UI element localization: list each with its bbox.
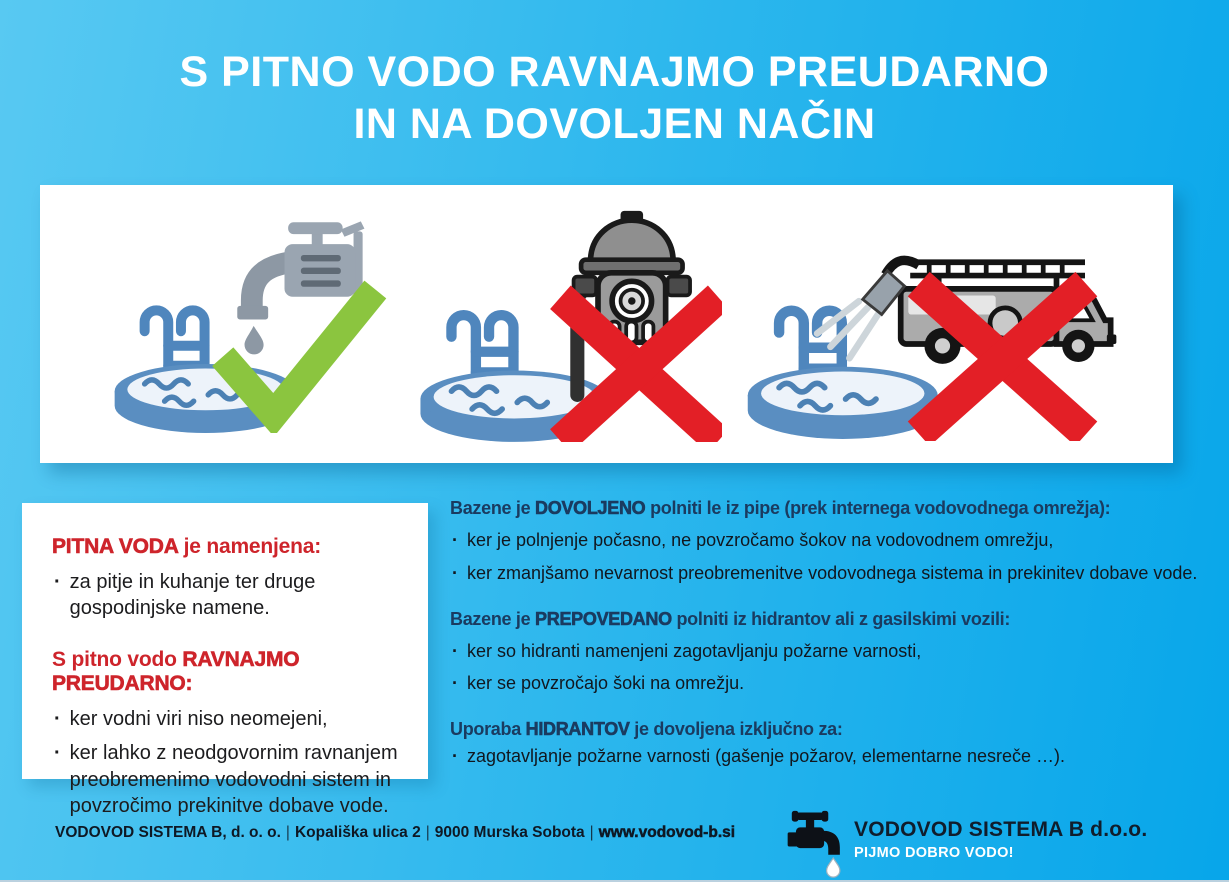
- list-item: [450, 529, 1198, 553]
- bullet-marker: ·: [54, 742, 61, 765]
- section-filling-allowed: [450, 498, 1198, 586]
- list-item: [52, 569, 406, 622]
- bullet-text: ker vodni viri niso neomejeni,: [69, 707, 328, 730]
- heading-filling-prohibited: Bazene je PREPOVEDANO polniti iz hidrantov ali z gasilskimi vozili:: [450, 608, 1011, 629]
- bullet-marker: ·: [452, 673, 458, 694]
- footer-separator: |: [285, 824, 290, 841]
- section-hydrant-use: [450, 719, 1198, 769]
- illustration-pool-firetruck-prohibited: [743, 208, 1123, 441]
- illustration-pool-tap-allowed: [90, 215, 390, 433]
- bullet-text: ker je polnjenje počasno, ne povzročamo šokov na vodovodnem omrežju,: [467, 530, 1054, 550]
- footer-address: Kopališka ulica 2: [294, 824, 421, 841]
- water-drop-icon: [245, 326, 264, 355]
- bullet-marker: ·: [54, 707, 61, 730]
- footer-separator: |: [589, 824, 594, 841]
- bullet-text: ker zmanjšamo nevarnost preobremenitve vodovodnega sistema in prekinitev dobave vode.: [467, 562, 1198, 583]
- list-item: [450, 745, 1198, 769]
- water-drop-icon: [827, 858, 840, 877]
- bullet-marker: ·: [452, 530, 458, 550]
- list-item: [450, 640, 1198, 664]
- tap-logo-icon: [786, 808, 844, 880]
- section-filling-prohibited: [450, 609, 1198, 697]
- title-line-1: S PITNO VODO RAVNAJMO PREUDARNO: [179, 48, 1050, 96]
- title-line-2: IN NA DOVOLJEN NAČIN: [353, 100, 876, 148]
- bullet-text: ker so hidranti namenjeni zagotavljanju požarne varnosti,: [467, 640, 922, 661]
- company-logo: [786, 808, 1147, 880]
- footer-city: 9000 Murska Sobota: [434, 824, 585, 841]
- drinking-water-info-box: [22, 503, 428, 817]
- bullet-text: za pitje in kuhanje ter druge gospodinjske namene.: [69, 571, 316, 620]
- bullet-marker: ·: [54, 571, 61, 593]
- bullet-text: ker lahko z neodgovornim ravnanjem preobremenimo vodovodni sistem in povzročimo prekinitve dobave vode.: [69, 742, 398, 817]
- list-item: [450, 672, 1198, 696]
- rules-column: [450, 498, 1198, 792]
- list-item: [52, 740, 406, 819]
- section-handle-water-wisely: [52, 648, 406, 820]
- heading-hydrant-use: Uporaba HIDRANTOV je dovoljena izključno za:: [450, 719, 843, 739]
- logo-text: [854, 808, 1147, 861]
- illustration-banner: [40, 185, 1173, 463]
- heading-handle-wisely: S pitno vodo RAVNAJMO PREUDARNO:: [52, 647, 300, 695]
- bottom-page-edge: [0, 880, 1229, 890]
- list-item: [450, 562, 1198, 586]
- footer-separator: |: [425, 824, 430, 841]
- list-item: [52, 706, 406, 732]
- illustration-pool-hydrant-prohibited: [412, 207, 722, 442]
- bullet-text: ker se povzročajo šoki na omrežju.: [467, 673, 745, 694]
- footer-website: www.vodovod-b.si: [598, 824, 736, 841]
- poster-title: [0, 46, 1229, 150]
- bullet-marker: ·: [452, 640, 458, 661]
- heading-filling-allowed: Bazene je DOVOLJENO polniti le iz pipe (prek internega vodovodnega omrežja):: [450, 498, 1111, 518]
- footer-company: VODOVOD SISTEMA B, d. o. o.: [55, 824, 281, 841]
- footer: [55, 824, 735, 842]
- bullet-marker: ·: [452, 562, 458, 583]
- logo-company-name: VODOVOD SISTEMA B d.o.o.: [854, 818, 1148, 841]
- heading-drinking-water: PITNA VODA je namenjena:: [52, 535, 322, 558]
- section-drinking-water-purpose: [52, 535, 406, 622]
- logo-slogan: PIJMO DOBRO VODO!: [854, 845, 1014, 861]
- bullet-text: zagotavljanje požarne varnosti (gašenje požarov, elementarne nesreče …).: [467, 746, 1065, 766]
- bullet-marker: ·: [452, 746, 458, 766]
